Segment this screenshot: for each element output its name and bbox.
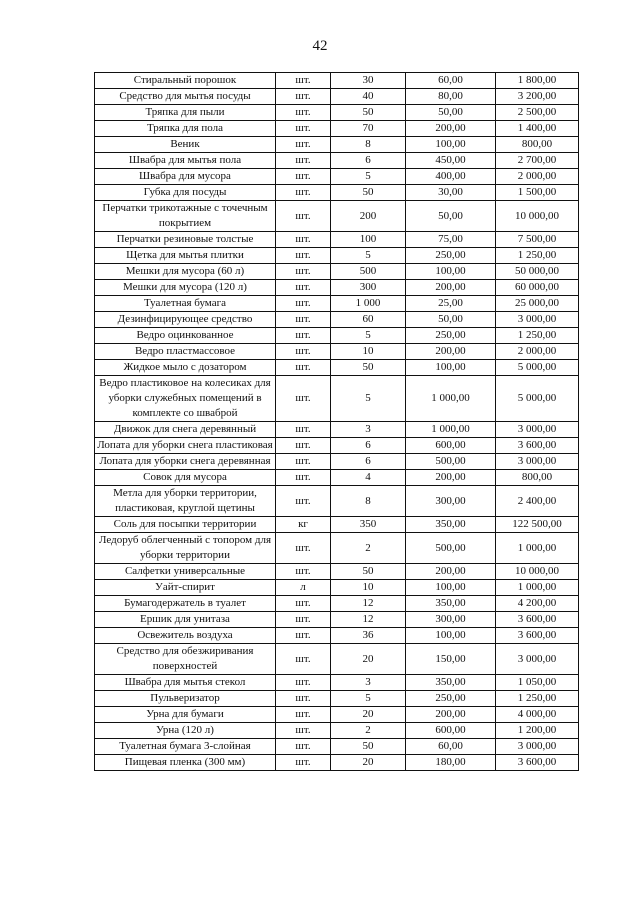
price-cell: 80,00: [406, 89, 496, 105]
table-row: [95, 360, 579, 376]
unit-cell: шт.: [276, 201, 331, 232]
price-cell: 200,00: [406, 470, 496, 486]
table-row: [95, 438, 579, 454]
quantity-cell: 12: [331, 612, 406, 628]
table-row: [95, 296, 579, 312]
price-cell: 1 000,00: [406, 376, 496, 422]
table-row: [95, 201, 579, 232]
quantity-cell: 3: [331, 675, 406, 691]
price-cell: 250,00: [406, 248, 496, 264]
price-cell: 75,00: [406, 232, 496, 248]
item-name-cell: Ведро пластмассовое: [95, 344, 276, 360]
item-name-cell: Совок для мусора: [95, 470, 276, 486]
quantity-cell: 8: [331, 137, 406, 153]
price-cell: 500,00: [406, 454, 496, 470]
quantity-cell: 6: [331, 454, 406, 470]
quantity-cell: 30: [331, 73, 406, 89]
quantity-cell: 6: [331, 438, 406, 454]
quantity-cell: 5: [331, 328, 406, 344]
quantity-cell: 36: [331, 628, 406, 644]
table-row: [95, 707, 579, 723]
unit-cell: шт.: [276, 232, 331, 248]
table-row: [95, 312, 579, 328]
quantity-cell: 10: [331, 580, 406, 596]
unit-cell: шт.: [276, 264, 331, 280]
unit-cell: шт.: [276, 739, 331, 755]
item-name-cell: Губка для посуды: [95, 185, 276, 201]
quantity-cell: 500: [331, 264, 406, 280]
unit-cell: шт.: [276, 422, 331, 438]
table-row: [95, 675, 579, 691]
total-cell: 3 000,00: [496, 739, 579, 755]
price-cell: 250,00: [406, 328, 496, 344]
price-cell: 600,00: [406, 723, 496, 739]
total-cell: 10 000,00: [496, 201, 579, 232]
unit-cell: шт.: [276, 644, 331, 675]
item-name-cell: Мешки для мусора (120 л): [95, 280, 276, 296]
price-cell: 450,00: [406, 153, 496, 169]
quantity-cell: 50: [331, 185, 406, 201]
quantity-cell: 5: [331, 248, 406, 264]
unit-cell: шт.: [276, 612, 331, 628]
item-name-cell: Ледоруб облегченный с топором для уборки территории: [95, 533, 276, 564]
table-row: [95, 89, 579, 105]
total-cell: 1 200,00: [496, 723, 579, 739]
unit-cell: кг: [276, 517, 331, 533]
total-cell: 3 600,00: [496, 755, 579, 771]
table-row: [95, 644, 579, 675]
item-name-cell: Тряпка для пола: [95, 121, 276, 137]
unit-cell: шт.: [276, 121, 331, 137]
table-row: [95, 153, 579, 169]
price-cell: 30,00: [406, 185, 496, 201]
quantity-cell: 5: [331, 691, 406, 707]
price-cell: 500,00: [406, 533, 496, 564]
table-row: [95, 422, 579, 438]
price-cell: 100,00: [406, 628, 496, 644]
item-name-cell: Веник: [95, 137, 276, 153]
price-cell: 200,00: [406, 344, 496, 360]
price-cell: 400,00: [406, 169, 496, 185]
item-name-cell: Движок для снега деревянный: [95, 422, 276, 438]
table-row: [95, 137, 579, 153]
item-name-cell: Лопата для уборки снега деревянная: [95, 454, 276, 470]
price-cell: 60,00: [406, 73, 496, 89]
total-cell: 3 600,00: [496, 438, 579, 454]
item-name-cell: Туалетная бумага: [95, 296, 276, 312]
total-cell: 7 500,00: [496, 232, 579, 248]
item-name-cell: Уайт-спирит: [95, 580, 276, 596]
quantity-cell: 50: [331, 360, 406, 376]
total-cell: 1 250,00: [496, 328, 579, 344]
total-cell: 2 000,00: [496, 169, 579, 185]
total-cell: 1 000,00: [496, 533, 579, 564]
item-name-cell: Пищевая пленка (300 мм): [95, 755, 276, 771]
total-cell: 3 000,00: [496, 312, 579, 328]
table-row: [95, 723, 579, 739]
quantity-cell: 10: [331, 344, 406, 360]
total-cell: 3 000,00: [496, 454, 579, 470]
price-cell: 50,00: [406, 201, 496, 232]
unit-cell: шт.: [276, 169, 331, 185]
unit-cell: шт.: [276, 89, 331, 105]
item-name-cell: Ершик для унитаза: [95, 612, 276, 628]
price-cell: 50,00: [406, 105, 496, 121]
quantity-cell: 2: [331, 533, 406, 564]
unit-cell: шт.: [276, 454, 331, 470]
quantity-cell: 2: [331, 723, 406, 739]
quantity-cell: 8: [331, 486, 406, 517]
item-name-cell: Освежитель воздуха: [95, 628, 276, 644]
price-cell: 100,00: [406, 137, 496, 153]
table-row: [95, 232, 579, 248]
unit-cell: шт.: [276, 533, 331, 564]
total-cell: 50 000,00: [496, 264, 579, 280]
quantity-cell: 12: [331, 596, 406, 612]
item-name-cell: Ведро пластиковое на колесиках для уборки служебных помещений в комплекте со шваброй: [95, 376, 276, 422]
price-cell: 100,00: [406, 264, 496, 280]
total-cell: 3 600,00: [496, 612, 579, 628]
table-row: [95, 564, 579, 580]
quantity-cell: 50: [331, 564, 406, 580]
price-cell: 150,00: [406, 644, 496, 675]
item-name-cell: Жидкое мыло с дозатором: [95, 360, 276, 376]
table-row: [95, 169, 579, 185]
quantity-cell: 60: [331, 312, 406, 328]
item-name-cell: Перчатки резиновые толстые: [95, 232, 276, 248]
unit-cell: шт.: [276, 73, 331, 89]
item-name-cell: Мешки для мусора (60 л): [95, 264, 276, 280]
unit-cell: шт.: [276, 137, 331, 153]
unit-cell: шт.: [276, 312, 331, 328]
quantity-cell: 4: [331, 470, 406, 486]
price-cell: 250,00: [406, 691, 496, 707]
items-table: [94, 72, 579, 771]
price-cell: 300,00: [406, 486, 496, 517]
unit-cell: шт.: [276, 596, 331, 612]
price-cell: 25,00: [406, 296, 496, 312]
item-name-cell: Щетка для мытья плитки: [95, 248, 276, 264]
price-cell: 600,00: [406, 438, 496, 454]
item-name-cell: Стиральный порошок: [95, 73, 276, 89]
table-row: [95, 517, 579, 533]
table-row: [95, 739, 579, 755]
item-name-cell: Перчатки трикотажные с точечным покрытием: [95, 201, 276, 232]
unit-cell: шт.: [276, 328, 331, 344]
total-cell: 25 000,00: [496, 296, 579, 312]
unit-cell: шт.: [276, 360, 331, 376]
table-row: [95, 264, 579, 280]
item-name-cell: Урна (120 л): [95, 723, 276, 739]
quantity-cell: 300: [331, 280, 406, 296]
price-cell: 200,00: [406, 121, 496, 137]
item-name-cell: Туалетная бумага 3-слойная: [95, 739, 276, 755]
unit-cell: шт.: [276, 153, 331, 169]
total-cell: 1 250,00: [496, 691, 579, 707]
quantity-cell: 200: [331, 201, 406, 232]
total-cell: 2 500,00: [496, 105, 579, 121]
unit-cell: шт.: [276, 185, 331, 201]
total-cell: 5 000,00: [496, 376, 579, 422]
total-cell: 10 000,00: [496, 564, 579, 580]
table-row: [95, 596, 579, 612]
unit-cell: шт.: [276, 755, 331, 771]
unit-cell: л: [276, 580, 331, 596]
unit-cell: шт.: [276, 438, 331, 454]
item-name-cell: Средство для мытья посуды: [95, 89, 276, 105]
table-row: [95, 328, 579, 344]
item-name-cell: Соль для посыпки территории: [95, 517, 276, 533]
total-cell: 3 200,00: [496, 89, 579, 105]
table-row: [95, 121, 579, 137]
table-row: [95, 486, 579, 517]
table-row: [95, 280, 579, 296]
total-cell: 3 000,00: [496, 644, 579, 675]
quantity-cell: 20: [331, 644, 406, 675]
table-row: [95, 470, 579, 486]
item-name-cell: Швабра для мытья пола: [95, 153, 276, 169]
quantity-cell: 20: [331, 707, 406, 723]
item-name-cell: Пульверизатор: [95, 691, 276, 707]
price-cell: 1 000,00: [406, 422, 496, 438]
table-row: [95, 376, 579, 422]
total-cell: 2 700,00: [496, 153, 579, 169]
quantity-cell: 5: [331, 376, 406, 422]
price-cell: 350,00: [406, 675, 496, 691]
table-row: [95, 105, 579, 121]
quantity-cell: 40: [331, 89, 406, 105]
price-cell: 60,00: [406, 739, 496, 755]
price-cell: 350,00: [406, 596, 496, 612]
unit-cell: шт.: [276, 470, 331, 486]
table-row: [95, 580, 579, 596]
quantity-cell: 6: [331, 153, 406, 169]
price-cell: 100,00: [406, 580, 496, 596]
unit-cell: шт.: [276, 344, 331, 360]
item-name-cell: Ведро оцинкованное: [95, 328, 276, 344]
item-name-cell: Тряпка для пыли: [95, 105, 276, 121]
unit-cell: шт.: [276, 707, 331, 723]
unit-cell: шт.: [276, 628, 331, 644]
table-row: [95, 454, 579, 470]
unit-cell: шт.: [276, 723, 331, 739]
table-row: [95, 533, 579, 564]
quantity-cell: 70: [331, 121, 406, 137]
total-cell: 1 250,00: [496, 248, 579, 264]
page-number: 42: [312, 38, 328, 54]
total-cell: 60 000,00: [496, 280, 579, 296]
table-row: [95, 73, 579, 89]
total-cell: 3 600,00: [496, 628, 579, 644]
unit-cell: шт.: [276, 486, 331, 517]
item-name-cell: Швабра для мытья стекол: [95, 675, 276, 691]
item-name-cell: Бумагодержатель в туалет: [95, 596, 276, 612]
price-cell: 200,00: [406, 280, 496, 296]
table-row: [95, 755, 579, 771]
unit-cell: шт.: [276, 376, 331, 422]
quantity-cell: 3: [331, 422, 406, 438]
unit-cell: шт.: [276, 248, 331, 264]
price-cell: 350,00: [406, 517, 496, 533]
table-row: [95, 612, 579, 628]
unit-cell: шт.: [276, 675, 331, 691]
item-name-cell: Метла для уборки территории, пластиковая, круглой щетины: [95, 486, 276, 517]
total-cell: 4 000,00: [496, 707, 579, 723]
quantity-cell: 1 000: [331, 296, 406, 312]
table-row: [95, 344, 579, 360]
items-table-body: [95, 73, 579, 771]
total-cell: 800,00: [496, 137, 579, 153]
total-cell: 5 000,00: [496, 360, 579, 376]
total-cell: 1 050,00: [496, 675, 579, 691]
total-cell: 1 000,00: [496, 580, 579, 596]
unit-cell: шт.: [276, 280, 331, 296]
quantity-cell: 350: [331, 517, 406, 533]
total-cell: 2 400,00: [496, 486, 579, 517]
table-row: [95, 691, 579, 707]
item-name-cell: Лопата для уборки снега пластиковая: [95, 438, 276, 454]
quantity-cell: 50: [331, 739, 406, 755]
quantity-cell: 100: [331, 232, 406, 248]
total-cell: 122 500,00: [496, 517, 579, 533]
price-cell: 200,00: [406, 564, 496, 580]
item-name-cell: Урна для бумаги: [95, 707, 276, 723]
unit-cell: шт.: [276, 564, 331, 580]
unit-cell: шт.: [276, 296, 331, 312]
total-cell: 3 000,00: [496, 422, 579, 438]
quantity-cell: 50: [331, 105, 406, 121]
total-cell: 800,00: [496, 470, 579, 486]
quantity-cell: 20: [331, 755, 406, 771]
table-row: [95, 185, 579, 201]
table-row: [95, 248, 579, 264]
total-cell: 1 400,00: [496, 121, 579, 137]
unit-cell: шт.: [276, 691, 331, 707]
price-cell: 50,00: [406, 312, 496, 328]
quantity-cell: 5: [331, 169, 406, 185]
total-cell: 1 500,00: [496, 185, 579, 201]
total-cell: 2 000,00: [496, 344, 579, 360]
total-cell: 4 200,00: [496, 596, 579, 612]
item-name-cell: Швабра для мусора: [95, 169, 276, 185]
item-name-cell: Дезинфицирующее средство: [95, 312, 276, 328]
price-cell: 200,00: [406, 707, 496, 723]
item-name-cell: Средство для обезжиривания поверхностей: [95, 644, 276, 675]
item-name-cell: Салфетки универсальные: [95, 564, 276, 580]
total-cell: 1 800,00: [496, 73, 579, 89]
table-row: [95, 628, 579, 644]
price-cell: 180,00: [406, 755, 496, 771]
price-cell: 300,00: [406, 612, 496, 628]
price-cell: 100,00: [406, 360, 496, 376]
unit-cell: шт.: [276, 105, 331, 121]
